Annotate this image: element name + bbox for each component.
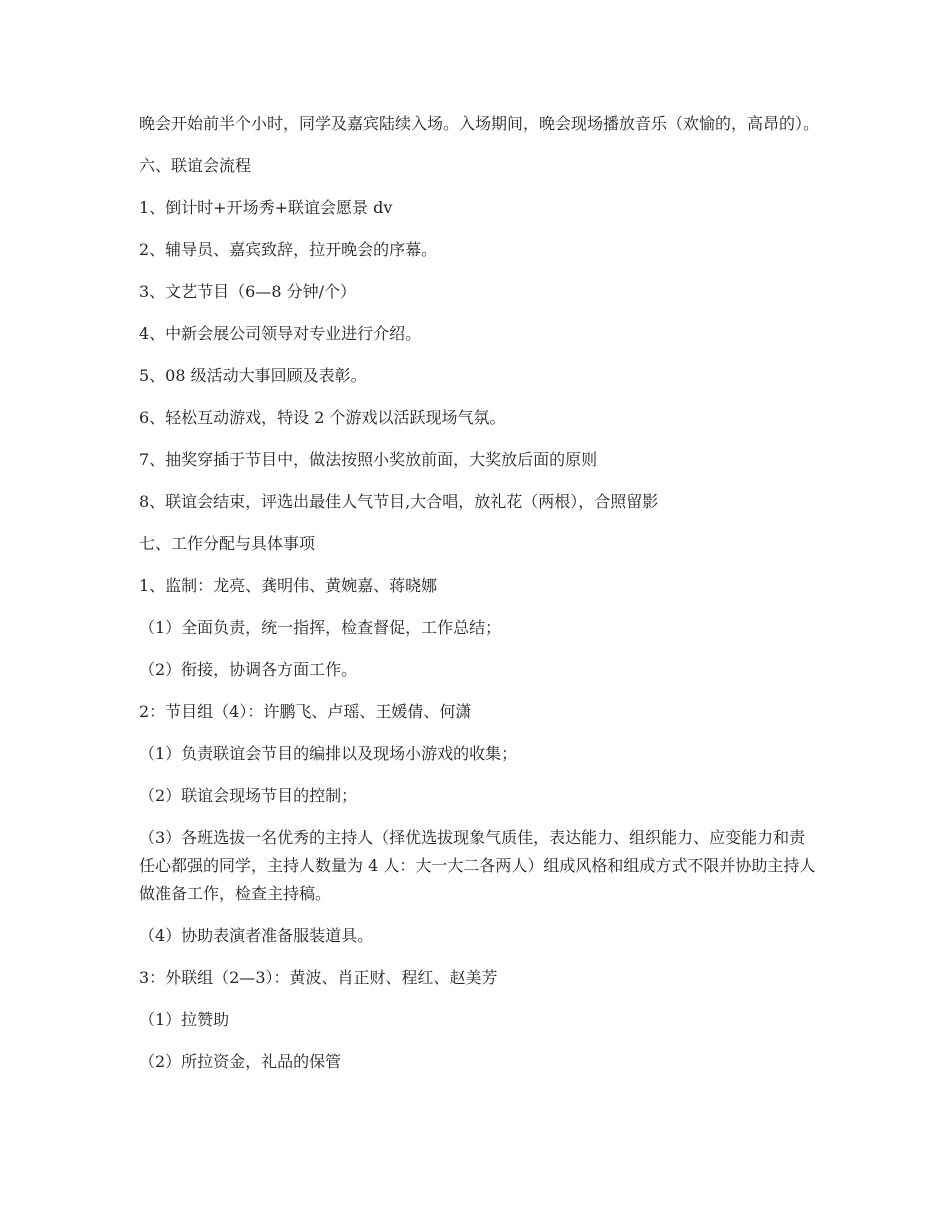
- list-item: 3：外联组（2—3）：黄波、肖正财、程红、赵美芳: [139, 968, 498, 987]
- list-item: 6、轻松互动游戏，特设 2 个游戏以活跃现场气氛。: [139, 408, 506, 427]
- sub-list-item: （1）全面负责，统一指挥，检查督促，工作总结；: [139, 618, 502, 637]
- list-item: 1、倒计时+开场秀+联谊会愿景 dv: [139, 198, 393, 217]
- sub-list-item: （2）衔接，协调各方面工作。: [139, 660, 358, 679]
- sub-list-item: （4）协助表演者准备服装道具。: [139, 926, 374, 945]
- sub-list-item: （2）所拉资金，礼品的保管: [139, 1052, 342, 1071]
- list-item: 2：节目组（4）：许鹏飞、卢瑶、王媛倩、何潇: [139, 702, 472, 721]
- section-heading-7: 七、工作分配与具体事项: [139, 534, 316, 553]
- paragraph-intro: 晚会开始前半个小时，同学及嘉宾陆续入场。入场期间，晚会现场播放音乐（欢愉的，高昂的）。: [139, 114, 820, 133]
- list-item: 2、辅导员、嘉宾致辞，拉开晚会的序幕。: [139, 240, 438, 259]
- list-item: 7、抽奖穿插于节目中，做法按照小奖放前面，大奖放后面的原则: [139, 450, 598, 469]
- list-item: 8、联谊会结束，评选出最佳人气节目,大合唱，放礼花（两根），合照留影: [139, 492, 659, 511]
- list-item: 1、监制：龙亮、龚明伟、黄婉嘉、蒋晓娜: [139, 576, 438, 595]
- sub-list-item: （2）联谊会现场节目的控制；: [139, 786, 358, 805]
- section-heading-6: 六、联谊会流程: [139, 156, 252, 175]
- sub-list-item: （1）负责联谊会节目的编排以及现场小游戏的收集；: [139, 744, 518, 763]
- document-body: [139, 110, 819, 1076]
- list-item: 5、08 级活动大事回顾及表彰。: [139, 366, 367, 385]
- sub-list-item: （1）拉赞助: [139, 1010, 230, 1029]
- list-item: 3、文艺节目（6—8 分钟/个）: [139, 282, 357, 301]
- list-item: 4、中新会展公司领导对专业进行介绍。: [139, 324, 422, 343]
- sub-list-item: （3）各班选拔一名优秀的主持人（择优选拔现象气质佳，表达能力、组织能力、应变能力和责任心都强的同学，主持人数量为 4 人：大一大二各两人）组成风格和组成方式不限并协助主持人做准备工作，检查主持稿。: [139, 828, 816, 903]
